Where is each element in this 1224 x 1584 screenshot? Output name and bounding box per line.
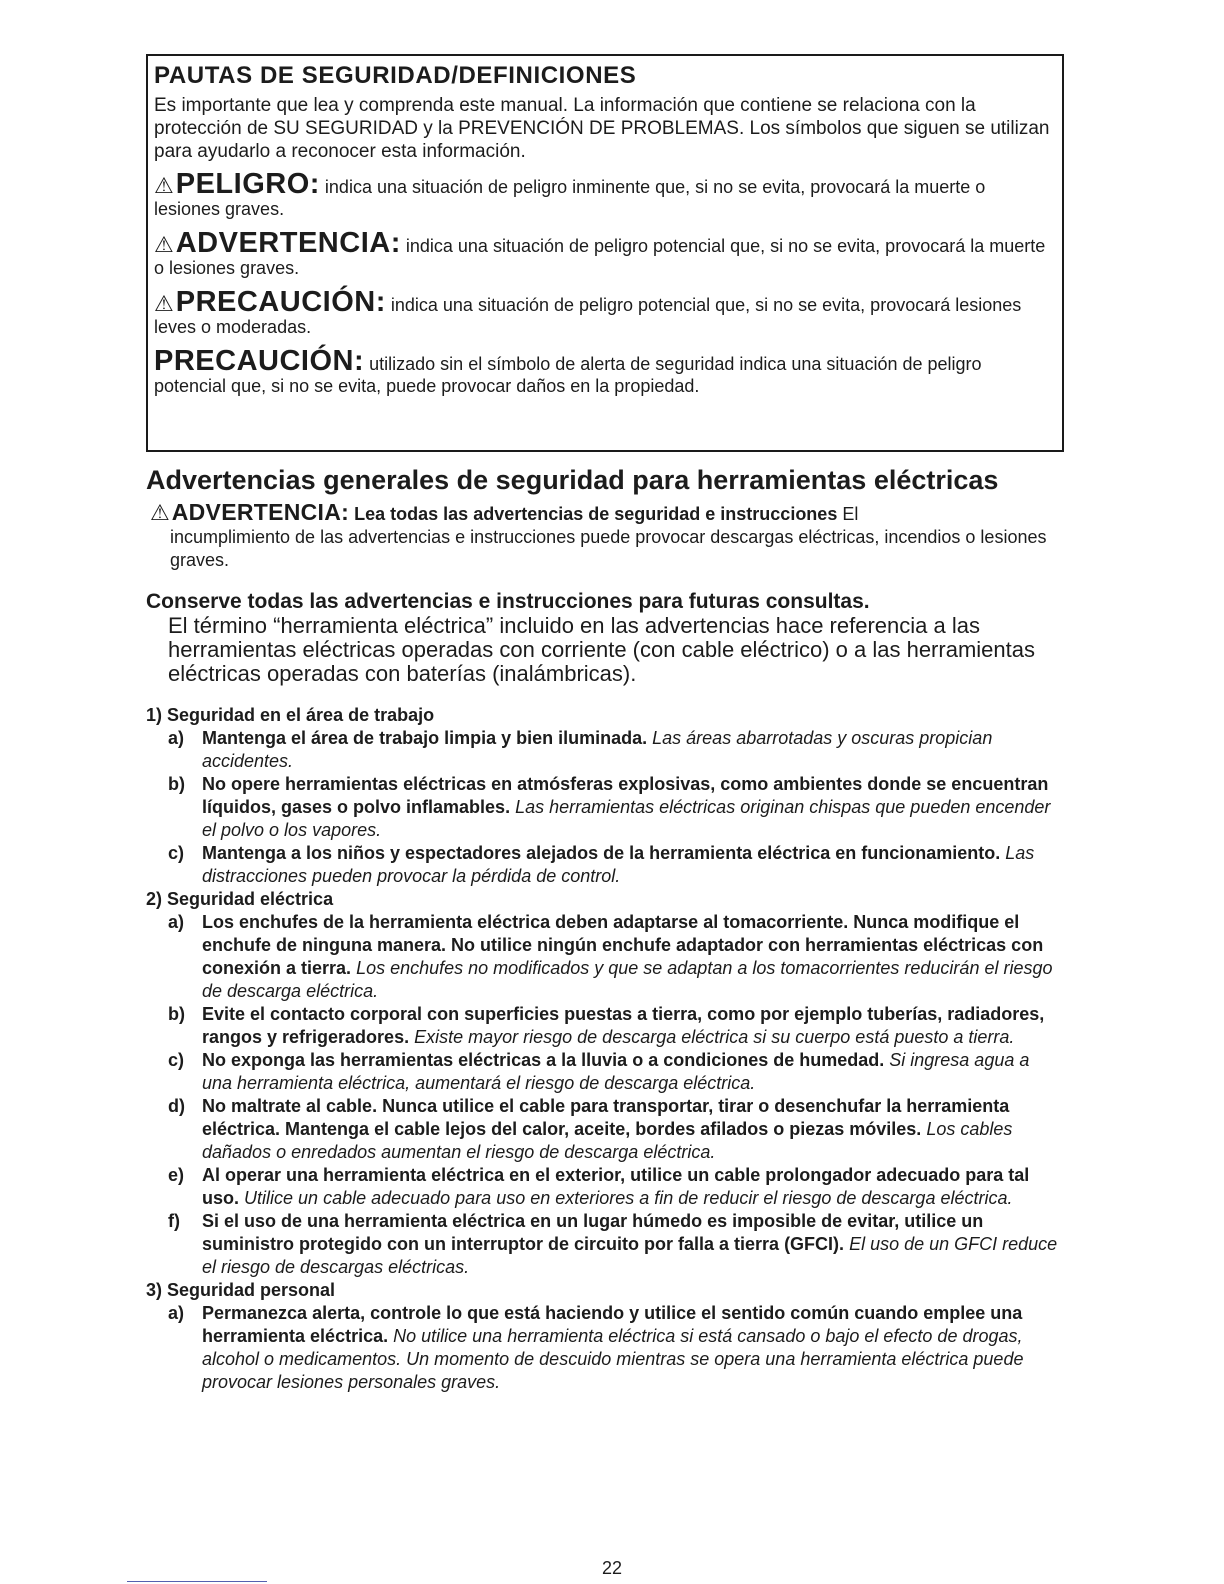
box-intro: Es importante que lea y comprenda este manual. La información que contiene se relaciona con la protección de SU SEGURIDAD y la PREVENCIÓN DE PROBLEMAS. Los símbolos que siguen se utilizan para ayudarlo a reconocer esta información. — [154, 95, 1050, 162]
list-item — [168, 1003, 1064, 1049]
warning-term: ADVERTENCIA: — [171, 499, 350, 525]
item-letter: a) — [168, 728, 185, 748]
conserve-block — [146, 590, 1064, 686]
item-italic: Las herramientas eléctricas originan chispas que pueden encender el polvo o los vapores. — [202, 797, 1051, 840]
item-letter: b) — [168, 1004, 185, 1024]
item-bold: Mantenga el área de trabajo limpia y bien iluminada. — [202, 728, 648, 748]
item-bold: No exponga las herramientas eléctricas a la lluvia o a condiciones de humedad. — [202, 1050, 885, 1070]
item-letter: a) — [168, 1303, 185, 1323]
list-item — [168, 1164, 1064, 1210]
item-letter: e) — [168, 1165, 185, 1185]
warning-triangle-icon: ⚠ — [154, 291, 174, 316]
item-bold: No maltrate al cable. Nunca utilice el cable para transportar, tirar o desenchufar la herramienta eléctrica. Mantenga el cable lejos del calor, aceite, bordes afilados o piezas móviles. — [202, 1096, 1010, 1139]
footer-divider — [127, 1581, 267, 1582]
definition-danger — [154, 168, 1056, 220]
list-item — [168, 727, 1064, 773]
item-letter: b) — [168, 774, 185, 794]
list-item — [168, 911, 1064, 1003]
item-letter: f) — [168, 1211, 180, 1231]
definition-caution-no-symbol — [154, 345, 1056, 397]
page-number: 22 — [601, 1558, 623, 1578]
definition-text: utilizado sin el símbolo de alerta de seguridad indica una situación de peligro potencial que, si no se evita, puede provocar daños en la propiedad. — [154, 354, 982, 396]
list-item — [168, 773, 1064, 842]
item-letter: c) — [168, 1050, 185, 1070]
warning-lead: Lea todas las advertencias de seguridad e instrucciones — [354, 504, 838, 524]
section-title: 2) Seguridad eléctrica — [146, 889, 334, 909]
item-italic: No utilice una herramienta eléctrica si está cansado o bajo el efecto de drogas, alcohol o medicamentos. Un momento de descuido mientras se opera una herramienta eléctrica puede provocar lesiones personales graves. — [202, 1326, 1024, 1392]
warning-text-first: El — [842, 504, 859, 524]
item-letter: d) — [168, 1096, 185, 1116]
list-item — [168, 1095, 1064, 1164]
item-letter: a) — [168, 912, 185, 932]
item-italic: Existe mayor riesgo de descarga eléctrica si su cuerpo está puesto a tierra. — [414, 1027, 1015, 1047]
section-title: 1) Seguridad en el área de trabajo — [146, 705, 435, 725]
section-title: 3) Seguridad personal — [146, 1280, 336, 1300]
safety-definitions-box — [146, 54, 1064, 452]
definition-term: PRECAUCIÓN: — [175, 286, 386, 318]
box-title: PAUTAS DE SEGURIDAD/DEFINICIONES — [154, 62, 637, 89]
list-item — [168, 842, 1064, 888]
item-italic: Los cables dañados o enredados aumentan el riesgo de descarga eléctrica. — [202, 1119, 1013, 1162]
definition-warning — [154, 227, 1056, 279]
item-italic: Si ingresa agua a una herramienta eléctrica, aumentará el riesgo de descarga eléctrica. — [202, 1050, 1030, 1093]
definition-term: PELIGRO: — [175, 168, 320, 200]
general-warning — [146, 500, 1064, 572]
definition-text: indica una situación de peligro potencial que, si no se evita, provocará lesiones leves o moderadas. — [154, 295, 1022, 337]
conserve-text: El término “herramienta eléctrica” incluido en las advertencias hace referencia a las herramientas eléctricas operadas con corriente (con cable eléctrico) o a las herramientas eléctricas operadas con baterías (inalámbricas). — [168, 613, 1035, 686]
warning-text: incumplimiento de las advertencias e instrucciones puede provocar descargas eléctricas, incendios o lesiones graves. — [170, 527, 1047, 570]
item-bold: Permanezca alerta, controle lo que está haciendo y utilice el sentido común cuando emplee una herramienta eléctrica. — [202, 1303, 1023, 1346]
item-italic: Utilice un cable adecuado para uso en exteriores a fin de reducir el riesgo de descarga eléctrica. — [244, 1188, 1013, 1208]
item-bold: Al operar una herramienta eléctrica en el exterior, utilice un cable prolongador adecuado para tal uso. — [202, 1165, 1030, 1208]
item-bold: Si el uso de una herramienta eléctrica en un lugar húmedo es imposible de evitar, utilice un suministro protegido con un interruptor de circuito por falla a tierra (GFCI). — [202, 1211, 984, 1254]
definition-term: ADVERTENCIA: — [175, 227, 401, 259]
item-italic: Los enchufes no modificados y que se adaptan a los tomacorrientes reducirán el riesgo de descarga eléctrica. — [202, 958, 1053, 1001]
list-item — [168, 1302, 1064, 1394]
conserve-heading: Conserve todas las advertencias e instrucciones para futuras consultas. — [146, 590, 870, 613]
definition-term: PRECAUCIÓN: — [154, 345, 365, 377]
safety-sections — [146, 704, 1064, 1394]
list-item — [168, 1049, 1064, 1095]
definition-caution — [154, 286, 1056, 338]
item-bold: Evite el contacto corporal con superficies puestas a tierra, como por ejemplo tuberías, radiadores, rangos y refrigeradores. — [202, 1004, 1045, 1047]
item-letter: c) — [168, 843, 185, 863]
item-bold: No opere herramientas eléctricas en atmósferas explosivas, como ambientes donde se encuentran líquidos, gases o polvo inflamables. — [202, 774, 1049, 817]
main-content — [146, 464, 1064, 1394]
section-heading: Advertencias generales de seguridad para herramientas eléctricas — [146, 465, 999, 495]
item-italic: Las distracciones pueden provocar la pérdida de control. — [202, 843, 1035, 886]
item-italic: El uso de un GFCI reduce el riesgo de descargas eléctricas. — [202, 1234, 1058, 1277]
warning-triangle-icon: ⚠ — [154, 232, 174, 257]
warning-triangle-icon: ⚠ — [150, 500, 170, 525]
item-bold: Los enchufes de la herramienta eléctrica deben adaptarse al tomacorriente. Nunca modifique el enchufe de ninguna manera. No utilice ningún enchufe adaptador con herramientas eléctricas con conexión a tierra. — [202, 912, 1044, 978]
definition-text: indica una situación de peligro potencial que, si no se evita, provocará la muerte o lesiones graves. — [154, 236, 1046, 278]
list-item — [168, 1210, 1064, 1279]
item-italic: Las áreas abarrotadas y oscuras propician accidentes. — [202, 728, 993, 771]
definition-text: indica una situación de peligro inminente que, si no se evita, provocará la muerte o lesiones graves. — [154, 177, 986, 219]
warning-triangle-icon: ⚠ — [154, 173, 174, 198]
item-bold: Mantenga a los niños y espectadores alejados de la herramienta eléctrica en funcionamiento. — [202, 843, 1001, 863]
